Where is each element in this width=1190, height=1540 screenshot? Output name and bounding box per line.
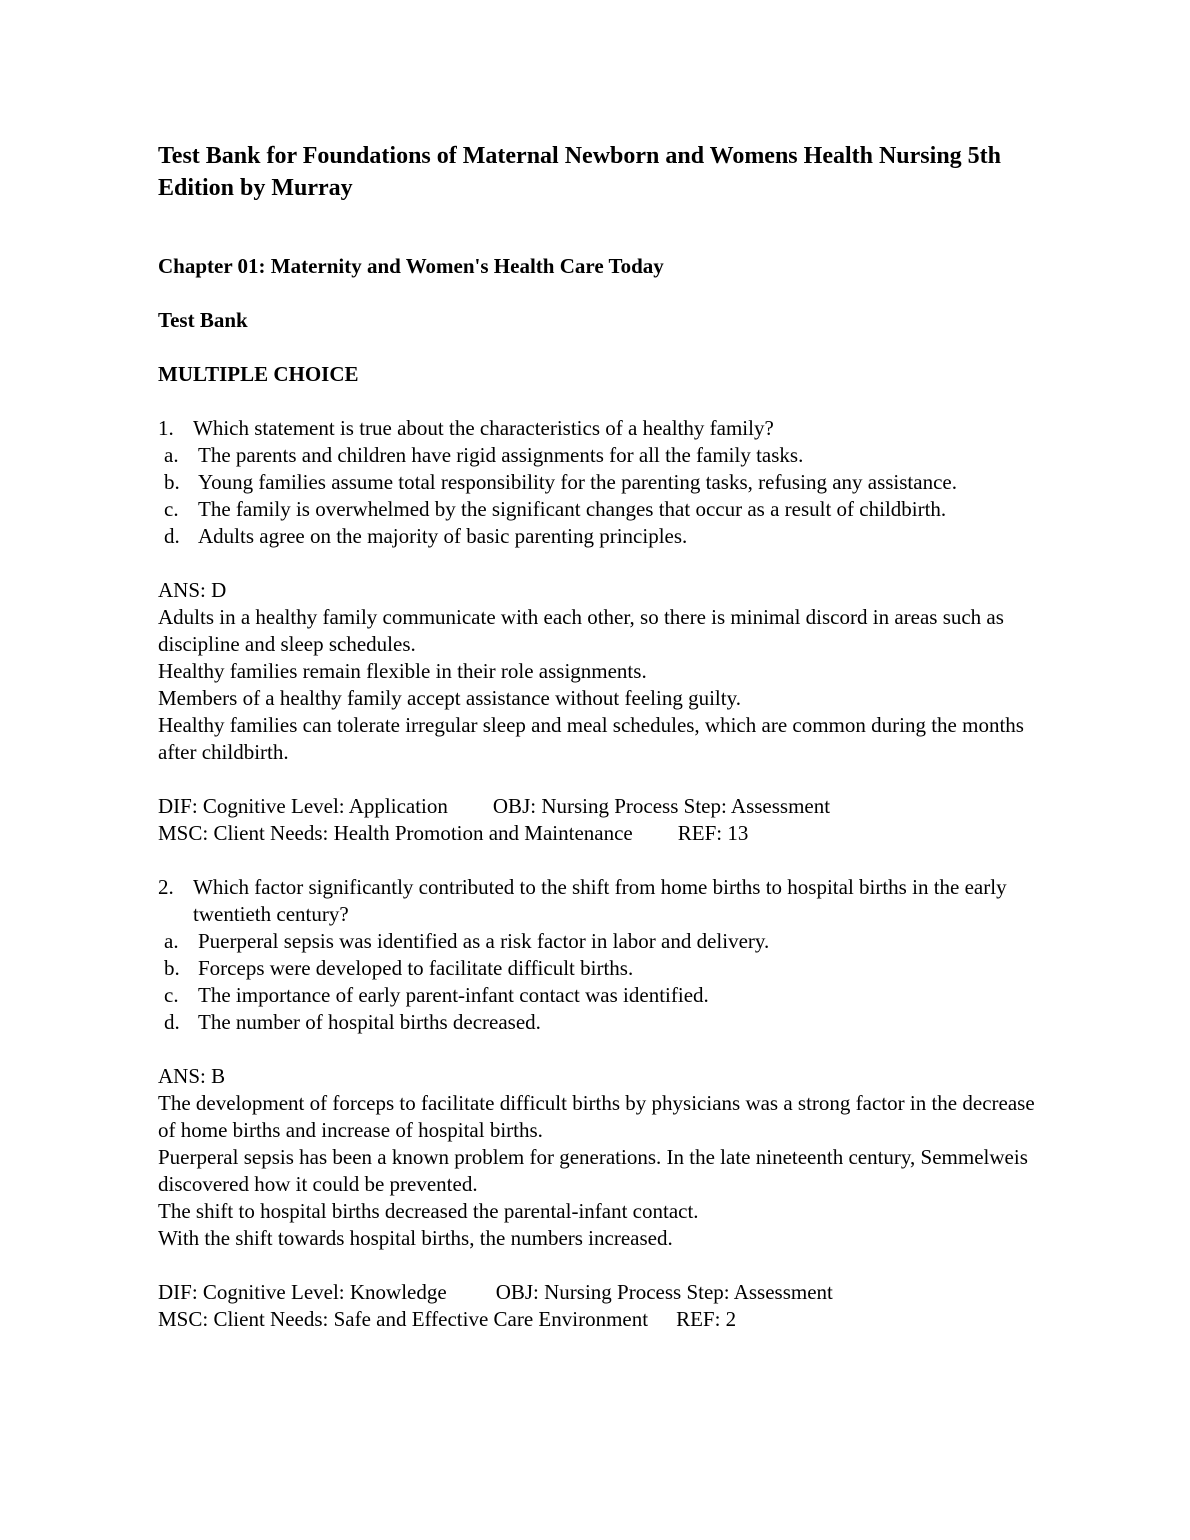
rationale-line: The development of forceps to facilitate difficult births by physicians was a strong factor in the decrease of home births and increase of hospital births. [158, 1091, 1035, 1142]
answer-option [158, 523, 1038, 550]
question-type-heading: MULTIPLE CHOICE [158, 362, 359, 386]
option-letter: a. [164, 929, 179, 953]
question-metadata [158, 793, 1038, 847]
document-title: Test Bank for Foundations of Maternal Newborn and Womens Health Nursing 5th Edition by Murray [158, 143, 1001, 201]
meta-line [158, 1279, 1038, 1306]
question-number: 2. [158, 875, 174, 899]
question-text: Which statement is true about the characteristics of a healthy family? [193, 416, 774, 440]
question-metadata [158, 1279, 1038, 1333]
question-stem [158, 874, 1038, 928]
option-text: The importance of early parent-infant contact was identified. [198, 983, 709, 1007]
answer-key: ANS: D [158, 578, 227, 602]
question-stem [158, 415, 1038, 442]
meta-line [158, 1306, 1038, 1333]
rationale-line: Healthy families can tolerate irregular sleep and meal schedules, which are common during the months after childbirth. [158, 713, 1024, 764]
option-letter: c. [164, 497, 179, 521]
answer-option [158, 496, 1038, 523]
answer-key: ANS: B [158, 1064, 226, 1088]
option-letter: b. [164, 470, 180, 494]
answer-option [158, 982, 1038, 1009]
section-heading: Test Bank [158, 308, 248, 332]
reference-label: REF: 13 [677, 821, 749, 845]
objective-label: OBJ: Nursing Process Step: Assessment [495, 1280, 833, 1304]
client-needs-label: MSC: Client Needs: Safe and Effective Care Environment [158, 1307, 649, 1331]
option-letter: c. [164, 983, 179, 1007]
option-letter: d. [164, 524, 180, 548]
option-letter: a. [164, 443, 179, 467]
option-letter: b. [164, 956, 180, 980]
option-text: Adults agree on the majority of basic parenting principles. [198, 524, 688, 548]
rationale-line: Members of a healthy family accept assistance without feeling guilty. [158, 686, 741, 710]
option-text: Puerperal sepsis was identified as a risk factor in labor and delivery. [198, 929, 770, 953]
option-text: Forceps were developed to facilitate difficult births. [198, 956, 634, 980]
question-text: Which factor significantly contributed to the shift from home births to hospital births in the early twentieth century? [193, 875, 1007, 926]
option-text: The parents and children have rigid assignments for all the family tasks. [198, 443, 804, 467]
question-block [158, 415, 1038, 847]
answer-option [158, 955, 1038, 982]
rationale-line: Healthy families remain flexible in their role assignments. [158, 659, 647, 683]
answer-option [158, 469, 1038, 496]
difficulty-label: DIF: Cognitive Level: Knowledge [158, 1280, 447, 1304]
reference-label: REF: 2 [676, 1307, 737, 1331]
client-needs-label: MSC: Client Needs: Health Promotion and Maintenance [158, 821, 633, 845]
answer-option [158, 928, 1038, 955]
objective-label: OBJ: Nursing Process Step: Assessment [492, 794, 831, 818]
option-text: The number of hospital births decreased. [198, 1010, 541, 1034]
meta-line [158, 793, 1038, 820]
answer-option [158, 442, 1038, 469]
chapter-heading: Chapter 01: Maternity and Women's Health Care Today [158, 254, 664, 278]
answer-block [158, 1063, 1038, 1252]
difficulty-label: DIF: Cognitive Level: Application [158, 794, 448, 818]
document-page [158, 140, 1038, 1333]
rationale-line: With the shift towards hospital births, the numbers increased. [158, 1226, 673, 1250]
answer-option [158, 1009, 1038, 1036]
option-letter: d. [164, 1010, 180, 1034]
question-number: 1. [158, 416, 174, 440]
question-block [158, 874, 1038, 1333]
option-text: Young families assume total responsibility for the parenting tasks, refusing any assistance. [198, 470, 957, 494]
meta-line [158, 820, 1038, 847]
option-text: The family is overwhelmed by the significant changes that occur as a result of childbirth. [198, 497, 947, 521]
answer-block [158, 577, 1038, 766]
rationale-line: The shift to hospital births decreased the parental-infant contact. [158, 1199, 699, 1223]
rationale-line: Adults in a healthy family communicate with each other, so there is minimal discord in areas such as discipline and sleep schedules. [158, 605, 1004, 656]
rationale-line: Puerperal sepsis has been a known problem for generations. In the late nineteenth century, Semmelweis discovered how it could be prevented. [158, 1145, 1028, 1196]
